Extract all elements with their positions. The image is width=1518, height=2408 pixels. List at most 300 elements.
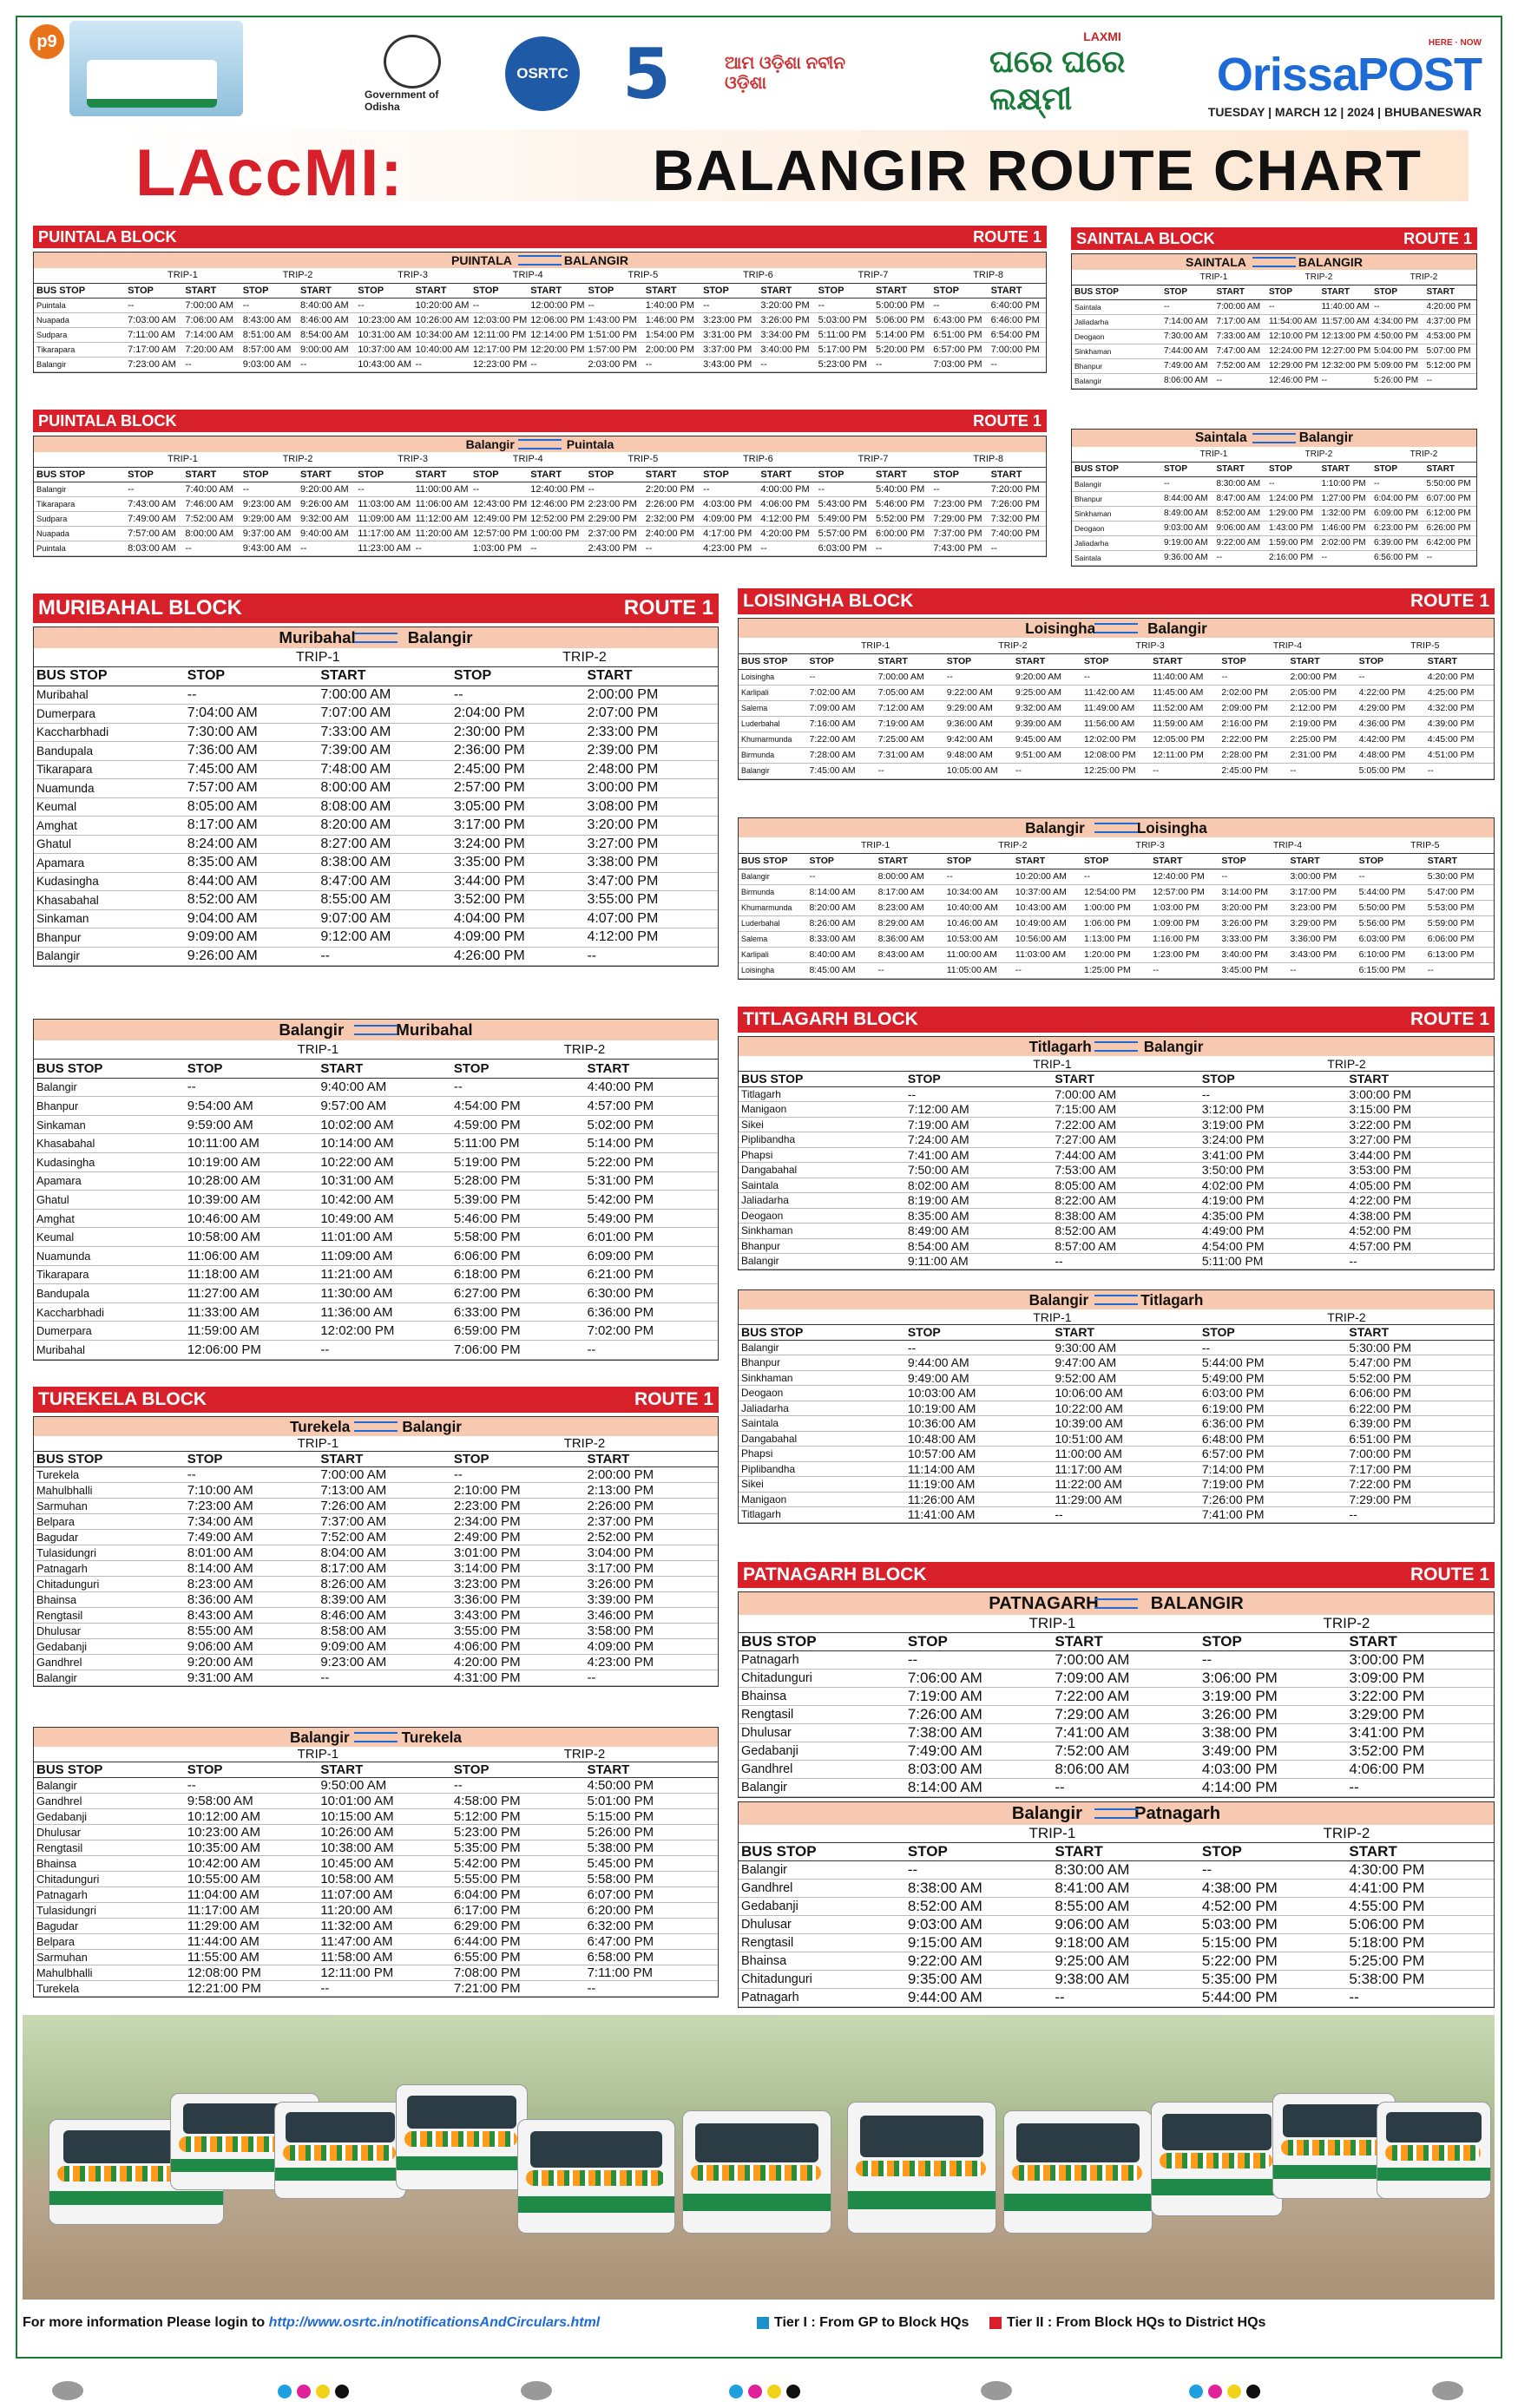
time-cell: 11:04:00 AM bbox=[185, 1887, 319, 1903]
time-cell: 11:22:00 AM bbox=[1052, 1477, 1199, 1493]
timetable bbox=[738, 1289, 1495, 1524]
time-cell: 1:00:00 PM bbox=[528, 526, 585, 541]
table-row bbox=[34, 1950, 718, 1965]
blank-cell bbox=[739, 1825, 905, 1843]
table-row bbox=[34, 1341, 718, 1360]
table-row bbox=[739, 1916, 1494, 1934]
schedule-table bbox=[739, 1825, 1494, 2007]
time-cell: 7:49:00 AM bbox=[1161, 358, 1214, 373]
time-cell: 8:51:00 AM bbox=[240, 327, 298, 342]
stop-header: STOP bbox=[1357, 653, 1425, 669]
stop-name: Rengtasil bbox=[739, 1934, 905, 1952]
start-header: START bbox=[1425, 853, 1494, 869]
time-cell: 4:36:00 PM bbox=[1357, 716, 1425, 732]
table-row bbox=[34, 1209, 718, 1228]
time-cell: 3:36:00 PM bbox=[1287, 931, 1356, 947]
time-cell: -- bbox=[1423, 550, 1476, 565]
footer bbox=[23, 2308, 1495, 2343]
time-cell: -- bbox=[1052, 1254, 1199, 1270]
time-cell: 10:15:00 AM bbox=[318, 1809, 451, 1825]
time-cell: 10:43:00 AM bbox=[355, 357, 412, 371]
time-cell: 10:36:00 AM bbox=[905, 1416, 1053, 1432]
trip-label: TRIP-5 bbox=[1357, 638, 1494, 653]
stop-name: Tikarapara bbox=[34, 342, 125, 357]
time-cell: 5:50:00 PM bbox=[1357, 900, 1425, 915]
time-cell: 9:44:00 AM bbox=[905, 1355, 1053, 1371]
titlagarh-a-block bbox=[738, 1007, 1495, 1270]
table-row bbox=[34, 760, 718, 779]
table-row bbox=[34, 1191, 718, 1210]
time-cell: 4:37:00 PM bbox=[1423, 314, 1476, 329]
table-row bbox=[34, 541, 1046, 555]
trip-label: TRIP-3 bbox=[355, 452, 470, 467]
time-cell: 12:03:00 PM bbox=[470, 312, 528, 327]
time-cell: 7:57:00 AM bbox=[185, 779, 319, 798]
time-cell: 7:22:00 AM bbox=[1052, 1688, 1199, 1706]
time-cell: 12:10:00 PM bbox=[1266, 329, 1319, 344]
time-cell: 10:42:00 AM bbox=[185, 1856, 319, 1872]
time-cell: 5:26:00 PM bbox=[584, 1825, 718, 1840]
stop-header: STOP bbox=[816, 467, 873, 482]
time-cell: 1:46:00 PM bbox=[643, 312, 700, 327]
time-cell: 8:35:00 AM bbox=[905, 1208, 1053, 1224]
start-header: START bbox=[1052, 1325, 1199, 1341]
time-cell: 9:38:00 AM bbox=[1052, 1971, 1199, 1989]
stop-name: Kaccharbhadi bbox=[34, 1302, 185, 1322]
time-cell: 11:20:00 AM bbox=[413, 526, 470, 541]
time-cell: -- bbox=[1219, 669, 1287, 685]
five-t-logo: 5 bbox=[622, 33, 671, 115]
table-row bbox=[1072, 358, 1476, 373]
time-cell: -- bbox=[240, 482, 298, 496]
time-cell: 12:06:00 PM bbox=[185, 1341, 319, 1360]
time-cell: -- bbox=[930, 298, 988, 312]
stop-header: STOP bbox=[185, 1060, 319, 1079]
stop-header: STOP bbox=[816, 283, 873, 298]
table-row bbox=[34, 797, 718, 817]
time-cell: -- bbox=[1150, 763, 1219, 778]
stop-name: Kudasingha bbox=[34, 872, 185, 891]
tier1-label: Tier I : From GP to Block HQs bbox=[774, 2315, 969, 2330]
time-cell: 12:49:00 PM bbox=[470, 511, 528, 526]
route-label: ROUTE 1 bbox=[1403, 229, 1472, 247]
registration-dot bbox=[1208, 2385, 1222, 2398]
stop-name: Nuamunda bbox=[34, 779, 185, 798]
table-row bbox=[739, 1507, 1494, 1523]
stop-name: Bagudar bbox=[34, 1530, 185, 1545]
table-row bbox=[34, 1499, 718, 1514]
start-header: START bbox=[643, 467, 700, 482]
time-cell: -- bbox=[1150, 962, 1219, 978]
table-row bbox=[739, 1254, 1494, 1270]
time-cell: 8:17:00 AM bbox=[876, 884, 944, 900]
schedule-table bbox=[34, 1747, 718, 1997]
time-cell: 10:53:00 AM bbox=[944, 931, 1013, 947]
stop-header: STOP bbox=[1357, 853, 1425, 869]
time-cell: 5:06:00 PM bbox=[1346, 1916, 1494, 1934]
time-cell: 9:50:00 AM bbox=[318, 1778, 451, 1794]
time-cell: 12:40:00 PM bbox=[1150, 869, 1219, 884]
direction-to: Muribahal bbox=[396, 1020, 473, 1039]
time-cell: -- bbox=[185, 1467, 319, 1483]
table-row bbox=[1072, 476, 1476, 491]
garland-decoration bbox=[283, 2145, 396, 2161]
time-cell: 7:14:00 PM bbox=[1199, 1461, 1347, 1477]
stop-name: Sinkhaman bbox=[1072, 344, 1161, 358]
time-cell: 5:14:00 PM bbox=[584, 1134, 718, 1153]
footer-url-link[interactable]: http://www.osrtc.in/notificationsAndCirculars.html bbox=[268, 2315, 601, 2330]
time-cell: 8:20:00 AM bbox=[806, 900, 875, 915]
table-row bbox=[739, 1477, 1494, 1493]
time-cell: 3:15:00 PM bbox=[1346, 1102, 1494, 1118]
bus-stop-header: BUS STOP bbox=[34, 1762, 185, 1778]
block-name: PUINTALA BLOCK bbox=[38, 411, 177, 430]
time-cell: 9:09:00 AM bbox=[318, 1639, 451, 1655]
time-cell: 8:58:00 AM bbox=[318, 1624, 451, 1639]
time-cell: 2:37:00 PM bbox=[585, 526, 642, 541]
table-row bbox=[1072, 535, 1476, 550]
stop-name: Apamara bbox=[34, 854, 185, 873]
table-row bbox=[739, 1416, 1494, 1432]
stop-name: Saintala bbox=[1072, 299, 1161, 314]
blank-cell bbox=[739, 638, 806, 653]
time-cell: 3:23:00 PM bbox=[1287, 900, 1356, 915]
time-cell: 1:25:00 PM bbox=[1081, 962, 1150, 978]
trip-label: TRIP-1 bbox=[806, 837, 943, 853]
time-cell: 9:19:00 AM bbox=[1161, 535, 1214, 550]
table-row bbox=[739, 1355, 1494, 1371]
trip-label: TRIP-3 bbox=[355, 268, 470, 283]
time-cell: 2:25:00 PM bbox=[1287, 732, 1356, 747]
table-row bbox=[34, 1153, 718, 1172]
time-cell: 2:22:00 PM bbox=[1219, 732, 1287, 747]
time-cell: 4:20:00 PM bbox=[451, 1655, 585, 1670]
stop-name: Tulasidungri bbox=[34, 1545, 185, 1561]
time-cell: -- bbox=[1346, 1989, 1494, 2007]
time-cell: 7:00:00 AM bbox=[182, 298, 240, 312]
table-row bbox=[34, 909, 718, 928]
time-cell: -- bbox=[528, 541, 585, 555]
time-cell: 11:07:00 AM bbox=[318, 1887, 451, 1903]
table-row bbox=[739, 1340, 1494, 1355]
time-cell: 4:04:00 PM bbox=[451, 909, 585, 928]
time-cell: 9:36:00 AM bbox=[944, 716, 1013, 732]
time-cell: 8:46:00 AM bbox=[318, 1608, 451, 1624]
direction-from: Titlagarh bbox=[1028, 1038, 1092, 1055]
time-cell: -- bbox=[355, 482, 412, 496]
stop-header: STOP bbox=[185, 1452, 319, 1467]
stop-header: STOP bbox=[1371, 462, 1424, 476]
column-header-row bbox=[34, 467, 1046, 482]
table-row bbox=[739, 1208, 1494, 1224]
time-cell: 9:51:00 AM bbox=[1013, 747, 1081, 763]
time-cell: 2:26:00 PM bbox=[643, 496, 700, 511]
time-cell: 11:41:00 AM bbox=[905, 1507, 1053, 1523]
time-cell: 10:22:00 AM bbox=[318, 1153, 451, 1172]
start-header: START bbox=[1425, 653, 1494, 669]
blank-cell bbox=[34, 452, 125, 467]
time-cell: 8:08:00 AM bbox=[318, 797, 451, 817]
time-cell: 4:25:00 PM bbox=[1425, 685, 1494, 700]
table-row bbox=[739, 931, 1494, 947]
start-header: START bbox=[1346, 1843, 1494, 1861]
time-cell: 5:14:00 PM bbox=[873, 327, 930, 342]
stop-name: Manigaon bbox=[739, 1492, 905, 1507]
time-cell: -- bbox=[905, 1861, 1053, 1880]
table-row bbox=[34, 1919, 718, 1934]
direction-to: Balangir bbox=[1298, 430, 1354, 445]
table-row bbox=[739, 1461, 1494, 1477]
stop-name: Sudpara bbox=[34, 327, 125, 342]
time-cell: 2:02:00 PM bbox=[1318, 535, 1371, 550]
direction-arrow-icon bbox=[354, 1732, 398, 1742]
start-header: START bbox=[758, 467, 815, 482]
bus-stop-header: BUS STOP bbox=[34, 667, 185, 686]
time-cell: 7:12:00 AM bbox=[876, 700, 944, 716]
time-cell: -- bbox=[584, 1670, 718, 1686]
bus-stop-header: BUS STOP bbox=[34, 283, 125, 298]
table-row bbox=[739, 1224, 1494, 1239]
time-cell: -- bbox=[1013, 763, 1081, 778]
stop-name: Balangir bbox=[739, 1861, 905, 1880]
stop-name: Dhulusar bbox=[739, 1916, 905, 1934]
direction-bar bbox=[739, 1592, 1494, 1615]
table-row bbox=[34, 1265, 718, 1284]
table-row bbox=[739, 1238, 1494, 1254]
start-header: START bbox=[413, 283, 470, 298]
time-cell: 11:23:00 AM bbox=[355, 541, 412, 555]
time-cell: 4:34:00 PM bbox=[1371, 314, 1424, 329]
time-cell: 11:45:00 AM bbox=[1150, 685, 1219, 700]
time-cell: 11:47:00 AM bbox=[318, 1934, 451, 1950]
time-cell: 10:20:00 AM bbox=[413, 298, 470, 312]
time-cell: 7:40:00 PM bbox=[989, 526, 1046, 541]
emblem-icon bbox=[384, 35, 441, 89]
stop-name: Salema bbox=[739, 931, 806, 947]
time-cell: 3:14:00 PM bbox=[1219, 884, 1287, 900]
time-cell: 11:29:00 AM bbox=[1052, 1492, 1199, 1507]
block-header bbox=[738, 588, 1495, 614]
time-cell: 9:32:00 AM bbox=[298, 511, 355, 526]
time-cell: 7:39:00 AM bbox=[318, 742, 451, 761]
trip-label: TRIP-2 bbox=[944, 638, 1081, 653]
start-header: START bbox=[584, 1762, 718, 1778]
time-cell: -- bbox=[185, 686, 319, 705]
table-row bbox=[1072, 521, 1476, 535]
direction-to: Puintala bbox=[566, 437, 614, 451]
time-cell: 11:40:00 AM bbox=[1150, 669, 1219, 685]
time-cell: 3:31:00 PM bbox=[700, 327, 758, 342]
time-cell: -- bbox=[1371, 299, 1424, 314]
time-cell: 8:46:00 AM bbox=[298, 312, 355, 327]
time-cell: 3:39:00 PM bbox=[584, 1592, 718, 1608]
direction-bar bbox=[1072, 254, 1476, 270]
time-cell: 11:00:00 AM bbox=[944, 947, 1013, 962]
direction-arrow-icon bbox=[1094, 1808, 1138, 1819]
time-cell: 2:52:00 PM bbox=[584, 1530, 718, 1545]
block-header bbox=[33, 594, 719, 623]
time-cell: 1:13:00 PM bbox=[1081, 931, 1150, 947]
time-cell: 1:10:00 PM bbox=[1318, 476, 1371, 491]
table-row bbox=[34, 1097, 718, 1116]
stop-header: STOP bbox=[905, 1843, 1053, 1861]
start-header: START bbox=[413, 467, 470, 482]
trip-label: TRIP-2 bbox=[1266, 447, 1371, 462]
time-cell: 2:20:00 PM bbox=[643, 482, 700, 496]
time-cell: 5:17:00 PM bbox=[816, 342, 873, 357]
time-cell: 3:44:00 PM bbox=[1346, 1147, 1494, 1163]
time-cell: 6:43:00 PM bbox=[930, 312, 988, 327]
table-row bbox=[739, 1193, 1494, 1209]
direction-to: Loisingha bbox=[1136, 819, 1207, 837]
column-header-row bbox=[34, 667, 718, 686]
time-cell: 9:23:00 AM bbox=[240, 496, 298, 511]
time-cell: 5:31:00 PM bbox=[584, 1171, 718, 1191]
time-cell: 6:44:00 PM bbox=[451, 1934, 585, 1950]
table-row bbox=[34, 1872, 718, 1887]
route-label: ROUTE 1 bbox=[623, 596, 713, 620]
stop-name: Nuapada bbox=[34, 312, 125, 327]
direction-arrow-icon bbox=[518, 255, 562, 266]
time-cell: 2:48:00 PM bbox=[584, 760, 718, 779]
time-cell: 10:03:00 AM bbox=[905, 1386, 1053, 1401]
time-cell: 3:00:00 PM bbox=[1346, 1086, 1494, 1102]
time-cell: 9:20:00 AM bbox=[185, 1655, 319, 1670]
stop-header: STOP bbox=[1161, 462, 1214, 476]
blank-cell bbox=[34, 268, 125, 283]
start-header: START bbox=[298, 283, 355, 298]
time-cell: -- bbox=[185, 1778, 319, 1794]
direction-from: Balangir bbox=[1011, 1804, 1082, 1823]
tier1-legend bbox=[757, 2315, 969, 2331]
stop-name: Nuapada bbox=[34, 526, 125, 541]
time-cell: 3:55:00 PM bbox=[584, 891, 718, 910]
paper-brand bbox=[1208, 38, 1482, 119]
direction-bar bbox=[34, 627, 718, 648]
time-cell: 5:04:00 PM bbox=[1371, 344, 1424, 358]
time-cell: 8:41:00 AM bbox=[1052, 1880, 1199, 1898]
time-cell: 9:06:00 AM bbox=[185, 1639, 319, 1655]
time-cell: 6:04:00 PM bbox=[1371, 491, 1424, 506]
table-row bbox=[739, 1761, 1494, 1779]
time-cell: 7:00:00 AM bbox=[318, 686, 451, 705]
footer-info-prefix: For more information Please login to bbox=[23, 2315, 266, 2330]
trip-header-row bbox=[739, 1825, 1494, 1843]
stop-name: Muribahal bbox=[34, 1341, 185, 1360]
stop-name: Sinkhaman bbox=[1072, 506, 1161, 521]
start-header: START bbox=[1150, 653, 1219, 669]
crop-mark bbox=[981, 2381, 1012, 2400]
time-cell: 8:14:00 AM bbox=[806, 884, 875, 900]
time-cell: 1:29:00 PM bbox=[1266, 506, 1319, 521]
time-cell: 8:43:00 AM bbox=[185, 1608, 319, 1624]
time-cell: 5:00:00 PM bbox=[873, 298, 930, 312]
stop-name: Balangir bbox=[34, 1078, 185, 1097]
direction-arrow-icon bbox=[354, 1025, 398, 1035]
puintala-a-block bbox=[33, 226, 1047, 373]
trip-label: TRIP-1 bbox=[185, 648, 451, 667]
time-cell: 8:43:00 AM bbox=[876, 947, 944, 962]
time-cell: 2:23:00 PM bbox=[585, 496, 642, 511]
direction-bar bbox=[739, 1290, 1494, 1309]
time-cell: 5:03:00 PM bbox=[816, 312, 873, 327]
stop-name: Kaccharbhadi bbox=[34, 723, 185, 742]
table-row bbox=[34, 1825, 718, 1840]
time-cell: 6:29:00 PM bbox=[451, 1919, 585, 1934]
puintala-b-block bbox=[33, 410, 1047, 557]
time-cell: 8:24:00 AM bbox=[185, 835, 319, 854]
table-row bbox=[739, 1880, 1494, 1898]
stop-name: Dhulusar bbox=[34, 1624, 185, 1639]
trip-label: TRIP-3 bbox=[1081, 638, 1219, 653]
start-header: START bbox=[1287, 853, 1356, 869]
time-cell: 2:00:00 PM bbox=[584, 1467, 718, 1483]
time-cell: -- bbox=[1287, 763, 1356, 778]
stop-name: Sinkaman bbox=[34, 1115, 185, 1134]
time-cell: 1:06:00 PM bbox=[1081, 915, 1150, 931]
garland-decoration bbox=[1385, 2145, 1481, 2161]
time-cell: 5:20:00 PM bbox=[873, 342, 930, 357]
stop-header: STOP bbox=[944, 653, 1013, 669]
stop-name: Gandhrel bbox=[739, 1761, 905, 1779]
time-cell: 5:11:00 PM bbox=[816, 327, 873, 342]
time-cell: 7:02:00 PM bbox=[584, 1322, 718, 1341]
time-cell: 11:06:00 AM bbox=[185, 1247, 319, 1266]
time-cell: 9:22:00 AM bbox=[905, 1952, 1053, 1971]
time-cell: 5:52:00 PM bbox=[873, 511, 930, 526]
bus-stop-header: BUS STOP bbox=[1072, 462, 1161, 476]
time-cell: 5:39:00 PM bbox=[451, 1191, 585, 1210]
stop-name: Bhainsa bbox=[34, 1592, 185, 1608]
time-cell: -- bbox=[584, 947, 718, 966]
table-row bbox=[34, 779, 718, 798]
time-cell: -- bbox=[758, 357, 815, 371]
time-cell: 9:04:00 AM bbox=[185, 909, 319, 928]
stop-name: Dangabahal bbox=[739, 1431, 905, 1447]
stop-name: Titlagarh bbox=[739, 1507, 905, 1523]
time-cell: 3:33:00 PM bbox=[1219, 931, 1287, 947]
time-cell: -- bbox=[1318, 550, 1371, 565]
start-header: START bbox=[873, 283, 930, 298]
stop-name: Bagudar bbox=[34, 1919, 185, 1934]
time-cell: 5:11:00 PM bbox=[1199, 1254, 1347, 1270]
bus-stop-header: BUS STOP bbox=[34, 1452, 185, 1467]
time-cell: 7:29:00 PM bbox=[1346, 1492, 1494, 1507]
time-cell: 3:40:00 PM bbox=[758, 342, 815, 357]
time-cell: 1:57:00 PM bbox=[585, 342, 642, 357]
stop-name: Luderbahal bbox=[739, 915, 806, 931]
time-cell: 4:51:00 PM bbox=[1425, 747, 1494, 763]
table-row bbox=[34, 1302, 718, 1322]
time-cell: 4:03:00 PM bbox=[700, 496, 758, 511]
time-cell: 7:25:00 AM bbox=[876, 732, 944, 747]
time-cell: 7:03:00 PM bbox=[930, 357, 988, 371]
tier2-legend bbox=[989, 2315, 1265, 2331]
time-cell: 7:48:00 AM bbox=[318, 760, 451, 779]
footer-info bbox=[23, 2315, 600, 2331]
table-row bbox=[739, 1086, 1494, 1102]
start-header: START bbox=[989, 467, 1046, 482]
time-cell: 4:26:00 PM bbox=[451, 947, 585, 966]
time-cell: 3:34:00 PM bbox=[758, 327, 815, 342]
time-cell: 9:45:00 AM bbox=[1013, 732, 1081, 747]
time-cell: 7:10:00 AM bbox=[185, 1483, 319, 1499]
start-header: START bbox=[1346, 1325, 1494, 1341]
time-cell: 1:54:00 PM bbox=[643, 327, 700, 342]
time-cell: 2:37:00 PM bbox=[584, 1514, 718, 1530]
stop-name: Bhainsa bbox=[34, 1856, 185, 1872]
stop-name: Khasabahal bbox=[34, 1134, 185, 1153]
